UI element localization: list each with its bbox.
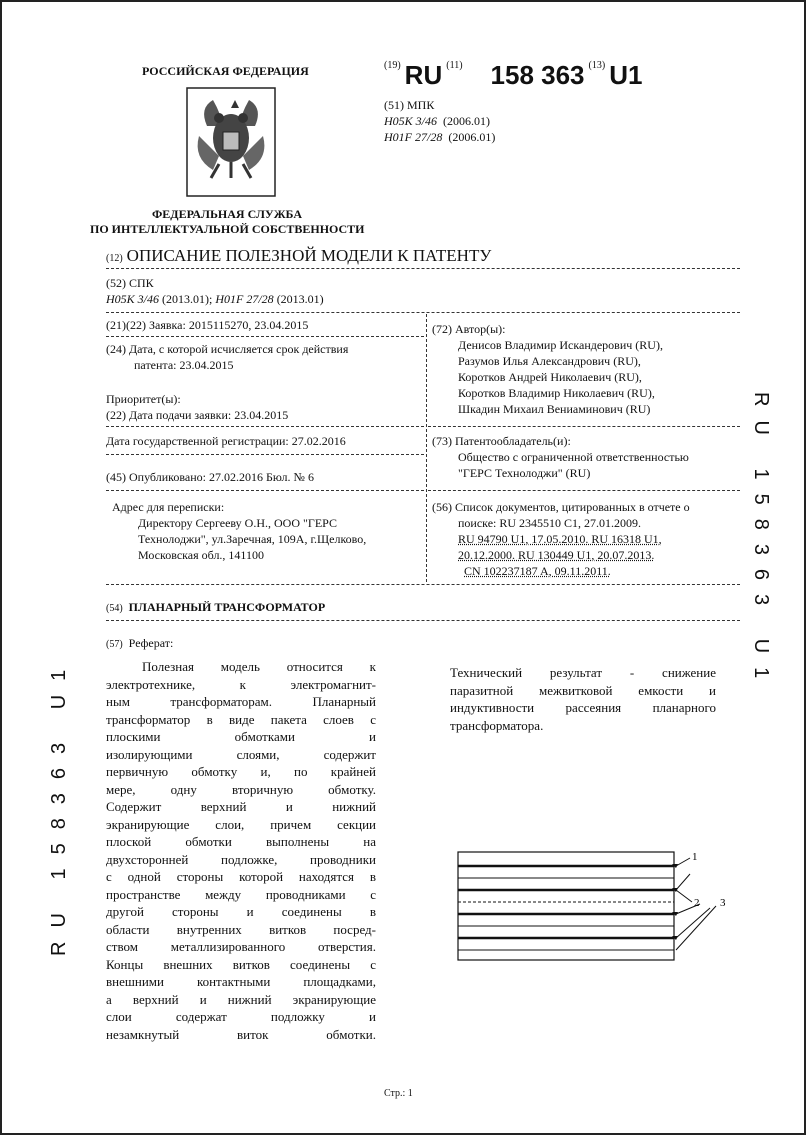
publication-date: (45) Опубликовано: 27.02.2016 Бюл. № 6: [106, 470, 314, 484]
country-name: РОССИЙСКАЯ ФЕДЕРАЦИЯ: [142, 64, 309, 78]
divider: [106, 454, 424, 455]
page-number: Стр.: 1: [384, 1088, 413, 1099]
address-line: Технолоджи", ул.Заречная, 109А, г.Щелково,: [138, 532, 367, 546]
code-13: (13): [588, 60, 606, 71]
abstract-text: [106, 658, 376, 1043]
divider: [106, 490, 424, 491]
kind-code: U1: [609, 60, 643, 90]
divider: [106, 620, 740, 621]
cited-doc-line: поиске: RU 2345510 C1, 27.01.2009.: [458, 516, 642, 530]
transformer-figure: [454, 844, 734, 968]
country-code: RU: [404, 60, 443, 90]
registration-date: Дата государственной регистрации: 27.02.2016: [106, 434, 346, 448]
abstract-line: Полезная модель относится к: [142, 659, 376, 674]
figure-label-1: 1: [692, 851, 698, 863]
abstract-line: с одной стороны которой находятся в: [106, 869, 376, 884]
holder-label: (73) Патентообладатель(и):: [432, 434, 571, 448]
abstract-line: плоской обмотки выполнены на: [106, 834, 376, 849]
divider: [106, 336, 424, 337]
abstract-line: трансформатор в виде пакета слоев с: [106, 711, 376, 727]
abstract-line: первичную обмотку и, по крайней: [106, 764, 376, 779]
agency-line-1: ФЕДЕРАЛЬНАЯ СЛУЖБА: [152, 207, 302, 221]
document-title: (12) ОПИСАНИЕ ПОЛЕЗНОЙ МОДЕЛИ К ПАТЕНТУ: [106, 246, 492, 265]
address-line: Московская обл., 141100: [138, 548, 264, 562]
author-name: Коротков Андрей Николаевич (RU),: [458, 370, 642, 384]
abstract-line: плоскими обмотками и: [106, 729, 376, 744]
abstract-line: внешними контактными площадками,: [106, 974, 376, 989]
abstract-line: области внутренних витков посред-: [106, 921, 376, 937]
filing-date: (22) Дата подачи заявки: 23.04.2015: [106, 408, 289, 422]
address-line: Директору Сергееву О.Н., ООО "ГЕРС: [138, 516, 338, 530]
abstract-line: изолирующими слоями, содержит: [106, 746, 376, 762]
divider: [106, 312, 740, 313]
patent-number: 158 363: [490, 60, 585, 90]
divider: [428, 426, 740, 427]
abstract-line: мере, одну вторичную обмотку.: [106, 781, 376, 797]
priority-label: Приоритет(ы):: [106, 392, 181, 406]
cited-docs-label: (56) Список документов, цитированных в отчете о: [432, 500, 690, 514]
mpk-class-2: H01F 27/28 (2006.01): [384, 130, 496, 144]
code-19: (19): [384, 60, 401, 71]
divider: [428, 490, 740, 491]
divider: [106, 268, 740, 269]
model-title: (54) ПЛАНАРНЫЙ ТРАНСФОРМАТОР: [106, 600, 326, 614]
divider: [106, 584, 740, 585]
term-start-label: (24) Дата, с которой исчисляется срок действия: [106, 342, 349, 356]
abstract-line: другой стороны и соединены в: [106, 904, 376, 919]
author-name: Коротков Владимир Николаевич (RU),: [458, 386, 655, 400]
side-number-right: RU 158363 U1: [750, 392, 772, 693]
author-name: Шкадин Михаил Вениаминович (RU): [458, 402, 651, 416]
mpk-class-1: H05K 3/46 (2006.01): [384, 114, 491, 128]
authors-label: (72) Автор(ы):: [432, 322, 506, 336]
figure-drawing: [454, 844, 734, 968]
author-name: Денисов Владимир Искандерович (RU),: [458, 338, 663, 352]
spk-label: (52) СПК: [106, 276, 154, 290]
abstract-line: а верхний и нижний экранирующие: [106, 991, 376, 1007]
abstract-line: незамкнутый виток обмотки.: [106, 1026, 376, 1042]
figure-label-3: 3: [720, 897, 726, 909]
abstract-line: ством металлизированного отверстия.: [106, 939, 376, 954]
author-name: Разумов Илья Александрович (RU),: [458, 354, 641, 368]
publication-number: [384, 60, 642, 91]
address-label: Адрес для переписки:: [112, 500, 225, 514]
cited-doc-line: CN 102237187 A, 09.11.2011.: [464, 564, 611, 578]
cited-doc-line: RU 94790 U1, 17.05.2010. RU 16318 U1,: [458, 532, 662, 546]
abstract-line: Содержит верхний и нижний: [106, 799, 376, 814]
divider: [106, 426, 424, 427]
abstract-label: (57) Реферат:: [106, 636, 174, 650]
holder-line: "ГЕРС Технолоджи" (RU): [458, 466, 591, 480]
abstract-line: Концы внешних витков соединены с: [106, 956, 376, 972]
abstract-line: электротехнике, к электромагнит-: [106, 676, 376, 692]
spk-codes: H05K 3/46 (2013.01); H01F 27/28 (2013.01): [106, 292, 324, 306]
cited-doc-line: 20.12.2000. RU 130449 U1, 20.07.2013.: [458, 548, 655, 562]
column-divider: [426, 314, 427, 582]
abstract-line: экранирующие слои, причем секции: [106, 816, 376, 832]
abstract-line: слои содержат подложку и: [106, 1009, 376, 1024]
agency-line-2: ПО ИНТЕЛЛЕКТУАЛЬНОЙ СОБСТВЕННОСТИ: [90, 222, 365, 236]
term-start-value: патента: 23.04.2015: [134, 358, 234, 372]
side-number-left: RU 158363 U1: [48, 655, 70, 956]
code-11: (11): [446, 60, 463, 71]
holder-line: Общество с ограниченной ответственностью: [458, 450, 689, 464]
state-emblem: [185, 86, 277, 198]
mpk-label: (51) МПК: [384, 98, 435, 112]
abstract-line: пространстве между проводниками с: [106, 886, 376, 902]
abstract-line: ным трансформаторам. Планарный: [106, 694, 376, 709]
figure-label-2: 2: [694, 897, 700, 909]
abstract-line: двухсторонней подложке, проводники: [106, 851, 376, 867]
application-info: (21)(22) Заявка: 2015115270, 23.04.2015: [106, 318, 309, 332]
technical-result: Технический результат - снижение паразитной межвитковой емкости и индуктивности рассеяния планарного трансформатора.: [450, 665, 716, 733]
